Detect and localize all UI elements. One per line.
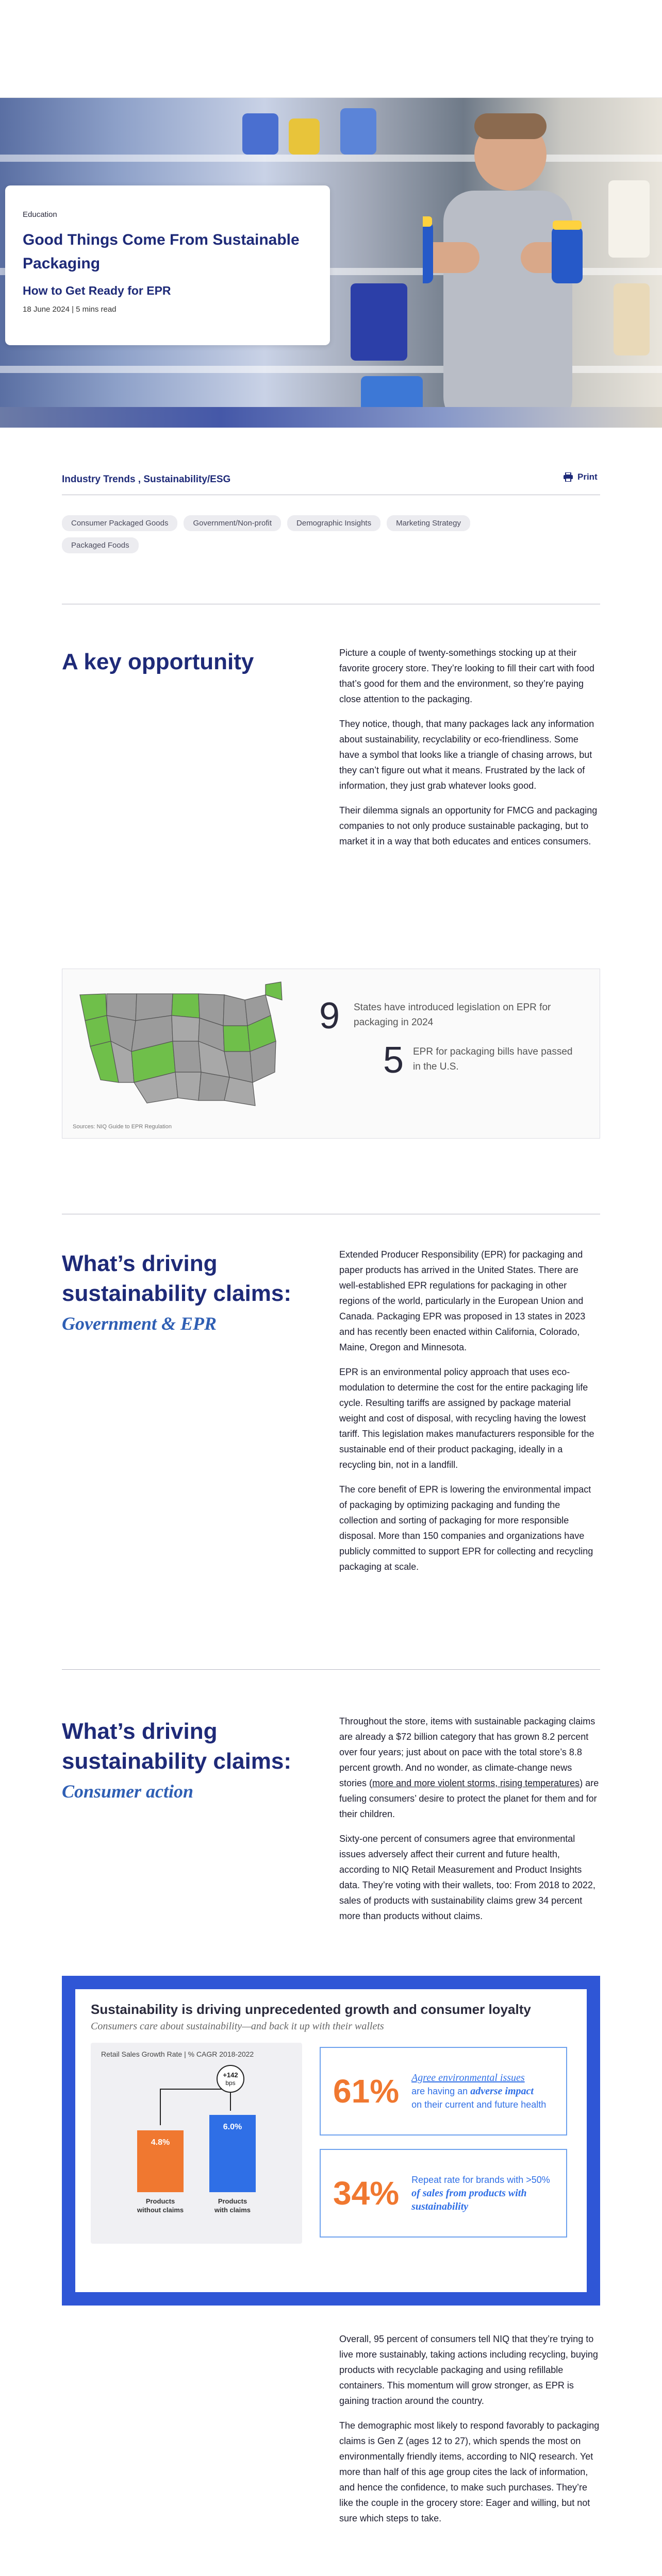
us-states-map [70,979,286,1108]
paragraph: EPR is an environmental policy approach that uses eco-modulation to determine the cost for the entire packaging life cycle. Resulting tariffs are assigned by package material weight and cost of disposal, with recycling having the lowest tariff. This legislation makes manufacturers responsible for the sustainable end of their product packaging, ideally in a recycling bin, not in a landfill. [339,1367,594,1470]
section-heading-key-opportunity: A key opportunity [62,649,254,674]
bar-category-label: without claims [137,2206,184,2214]
stat-34-value: 34% [333,2175,400,2212]
section-consumer-heading-block [62,1717,304,1802]
section-heading-drivers: What’s driving sustainability claims: [62,1251,292,1306]
section-government-body [339,1247,600,1584]
tag-chip[interactable]: Packaged Foods [62,537,139,553]
bar-category-label: Products [145,2197,175,2205]
tag-chip[interactable]: Marketing Strategy [387,515,470,531]
paragraph: Sixty-one percent of consumers agree that environmental issues adversely affect their current and future health, according to NIQ Retail Measurement and Product Insights data. They’re voting with their wallets, too: From 2018 to 2022, sales of products with sustainability claims grew 34 percent more than products without claims. [339,1834,595,1921]
article-date: 18 June 2024 [23,305,70,314]
stat-bills-value: 5 [383,1040,404,1081]
growth-infographic [62,1976,600,2306]
bar-category-label: with claims [214,2206,251,2214]
paragraph: The demographic most likely to respond favorably to packaging claims is Gen Z (ages 12 to 27), which spends the most on environmentally friendly items, according to NIQ research. Yet more than half of this age group cites the lack of information, and hence the confidence, to make such purchases. They’re like the couple in the grocery store: Eager and willing, but not sure which steps to take. [339,2420,600,2523]
shopper-illustration [423,98,593,428]
section-genz-body [339,2331,600,2535]
section-consumer-body [339,1714,600,1933]
industry-trends-label[interactable]: Industry Trends , Sustainability/ESG [62,474,231,485]
section-key-opportunity-body [339,645,600,858]
stat-card-adverse-impact [320,2047,567,2136]
read-time: 5 mins read [76,305,117,314]
section-subheading-consumer: Consumer action [62,1781,194,1802]
growth-subtitle: Consumers care about sustainability—and back it up with their wallets [91,2021,384,2032]
paragraph: They notice, though, that many packages lack any information about sustainability, recyclability or eco-friendliness. Some have a symbol that looks like a triangle of chasing arrows, but they can’t figure out what it means. Frustrated by the lack of information, they just grab whatever looks good. [339,719,594,791]
bar-category-label: Products [218,2197,247,2205]
section-subheading-government: Government & EPR [62,1313,217,1334]
storms-link[interactable]: more and more violent storms, rising temperatures [372,1778,580,1788]
paragraph: The core benefit of EPR is lowering the environmental impact of packaging by optimizing packaging and funding the collection and sorting of packaging for more responsible disposal. More than 150 companies and organizations have publicly committed to support EPR for collecting and recycling packaging at scale. [339,1484,593,1572]
delta-label: bps [225,2079,236,2087]
divider [62,1669,600,1670]
paragraph: Their dilemma signals an opportunity for FMCG and packaging companies to not only produce sustainable packaging, but to market it in a way that both educates and entices consumers. [339,805,598,846]
delta-badge [217,2065,244,2092]
bar-chart-title: Retail Sales Growth Rate | % CAGR 2018-2022 [101,2050,254,2058]
paragraph: Extended Producer Responsibility (EPR) for packaging and paper products has arrived in the United States. There are well-established EPR regulations for packaging in other regions of the world, particularly in the European Union and Canada. Packaging EPR was proposed in 13 states in 2023 and has recently been enacted within California, Colorado, Maine, Oregon and Minnesota. [339,1249,586,1352]
growth-bar-chart [91,2063,302,2239]
bar-value-label: 4.8% [151,2138,170,2147]
stat-bills-text: EPR for packaging bills have passed in the U.S. [413,1046,573,1072]
article-title: Good Things Come From Sustainable Packaging [23,231,300,272]
growth-title: Sustainability is driving unprecedented growth and consumer loyalty [91,2002,531,2017]
delta-label: +142 [223,2071,238,2079]
map-source: Sources: NIQ Guide to EPR Regulation [73,1124,172,1130]
growth-bar-chart-box [91,2043,302,2244]
stat-61-text: Agree environmental issues are having an adverse impact on their current and future health [411,2072,547,2110]
article-meta: 18 June 2024 | 5 mins read [23,305,117,314]
tag-chip[interactable]: Consumer Packaged Goods [62,515,177,531]
stat-card-repeat-rate [320,2149,567,2238]
epr-map-figure [62,969,600,1139]
stat-61-value: 61% [333,2073,400,2110]
stat-34-text: Repeat rate for brands with >50% of sales from products with sustainability [411,2175,550,2212]
tag-chip[interactable]: Government/Non-profit [184,515,281,531]
stat-states-text: States have introduced legislation on EPR for packaging in 2024 [354,1002,551,1028]
tag-list [62,515,526,553]
print-button[interactable] [563,472,598,482]
printer-icon [563,472,573,482]
paragraph: Throughout the store, items with sustainable packaging claims are already a $72 billion category that has grown 8.2 percent over four years; just about on pace with the total store’s 8.8 percent growth. And no wonder, as climate-change news stories (more and more violent storms, rising temperatures) are fueling consumers’ desire to protect the planet for them and for their children. [339,1716,599,1819]
bar-value-label: 6.0% [223,2123,242,2131]
paragraph: Overall, 95 percent of consumers tell NIQ that they’re trying to live more sustainably, taking actions including recycling, buying products with recyclable packaging and using refillable containers. This momentum will grow stronger, as EPR is gaining traction around the country. [339,2334,598,2406]
paragraph: Picture a couple of twenty-somethings stocking up at their favorite grocery store. They’re looking to fill their cart with food that’s good for them and the environment, so they’re paying close attention to the packaging. [339,648,594,704]
hero-card [5,185,330,345]
article-category[interactable]: Education [23,210,57,219]
stat-states-value: 9 [319,995,340,1037]
section-heading-drivers: What’s driving sustainability claims: [62,1719,292,1774]
print-label: Print [577,472,598,482]
tag-chip[interactable]: Demographic Insights [287,515,380,531]
section-government-heading-block [62,1249,304,1334]
site-header [0,0,662,98]
article-subtitle: How to Get Ready for EPR [23,284,171,297]
